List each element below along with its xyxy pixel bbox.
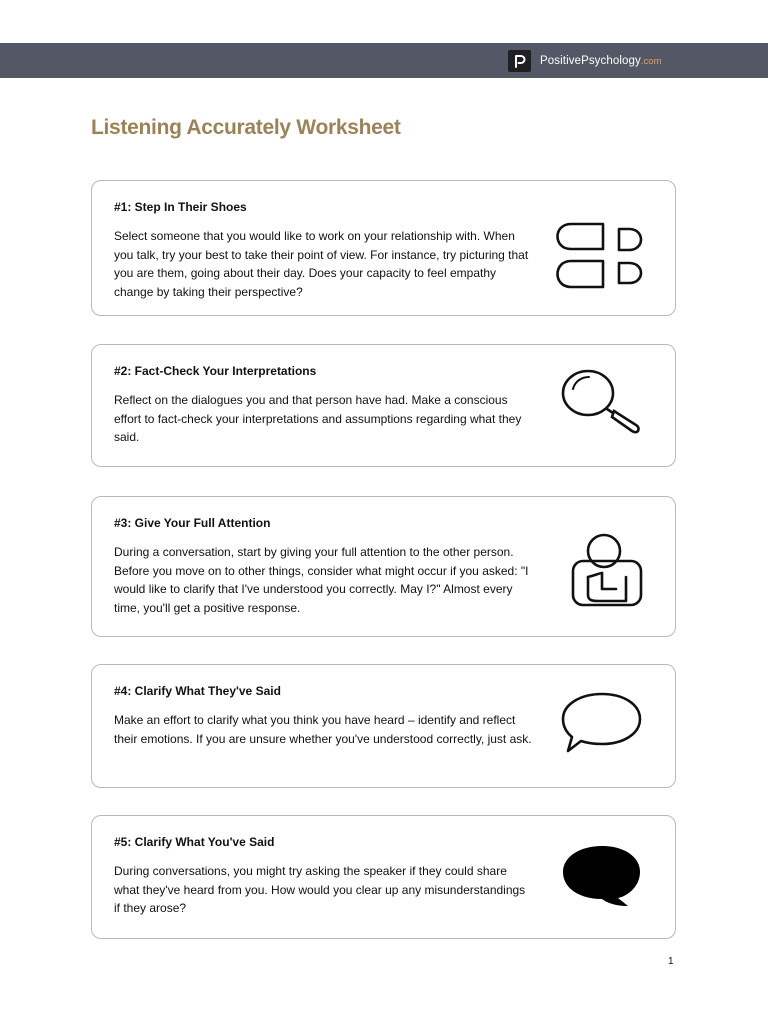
footprints-icon	[549, 221, 649, 296]
brand-logo-link[interactable]	[508, 50, 661, 72]
card-title: #5: Clarify What You've Said	[114, 835, 275, 849]
card-title: #2: Fact-Check Your Interpretations	[114, 364, 317, 378]
card-body: Select someone that you would like to work on your relationship with. When you talk, try your best to take their point of view. For instance, try picturing that you are them, going about their day. Does your capacity to feel empathy change by taking their perspective?	[114, 229, 529, 299]
card-full-attention	[91, 496, 676, 637]
person-icon	[566, 529, 646, 614]
card-title: #3: Give Your Full Attention	[114, 516, 271, 530]
card-title: #4: Clarify What They've Said	[114, 684, 281, 698]
card-body: Reflect on the dialogues you and that person have had. Make a conscious effort to fact-check your interpretations and assumptions regarding what they said.	[114, 393, 522, 444]
card-title: #1: Step In Their Shoes	[114, 200, 247, 214]
brand-domain: .com	[640, 55, 662, 67]
page-number: 1	[668, 956, 674, 967]
magnifying-glass-icon	[559, 367, 649, 442]
card-fact-check	[91, 344, 676, 467]
card-clarify-you-said	[91, 815, 676, 939]
card-clarify-they-said	[91, 664, 676, 788]
speech-bubble-outline-icon	[560, 691, 645, 760]
page-title: Listening Accurately Worksheet	[91, 116, 401, 139]
speech-bubble-filled-icon	[560, 844, 645, 913]
card-step-in-their-shoes	[91, 180, 676, 316]
header-bar	[0, 43, 768, 78]
brand-p-icon	[508, 50, 531, 72]
brand-name: PositivePsychology	[540, 55, 641, 67]
card-body: Make an effort to clarify what you think you have heard – identify and reflect their emotions. If you are unsure whether you've understood correctly, just ask.	[114, 713, 532, 746]
card-body: During a conversation, start by giving your full attention to the other person. Before you move on to other things, consider what might occur if you asked: "I would like to clarify that I've understood you correctly. May I?" Almost every time, you'll get a positive response.	[114, 545, 529, 615]
card-body: During conversations, you might try asking the speaker if they could share what they've heard from you. How would you clear up any misunderstandings if they arose?	[114, 864, 526, 915]
